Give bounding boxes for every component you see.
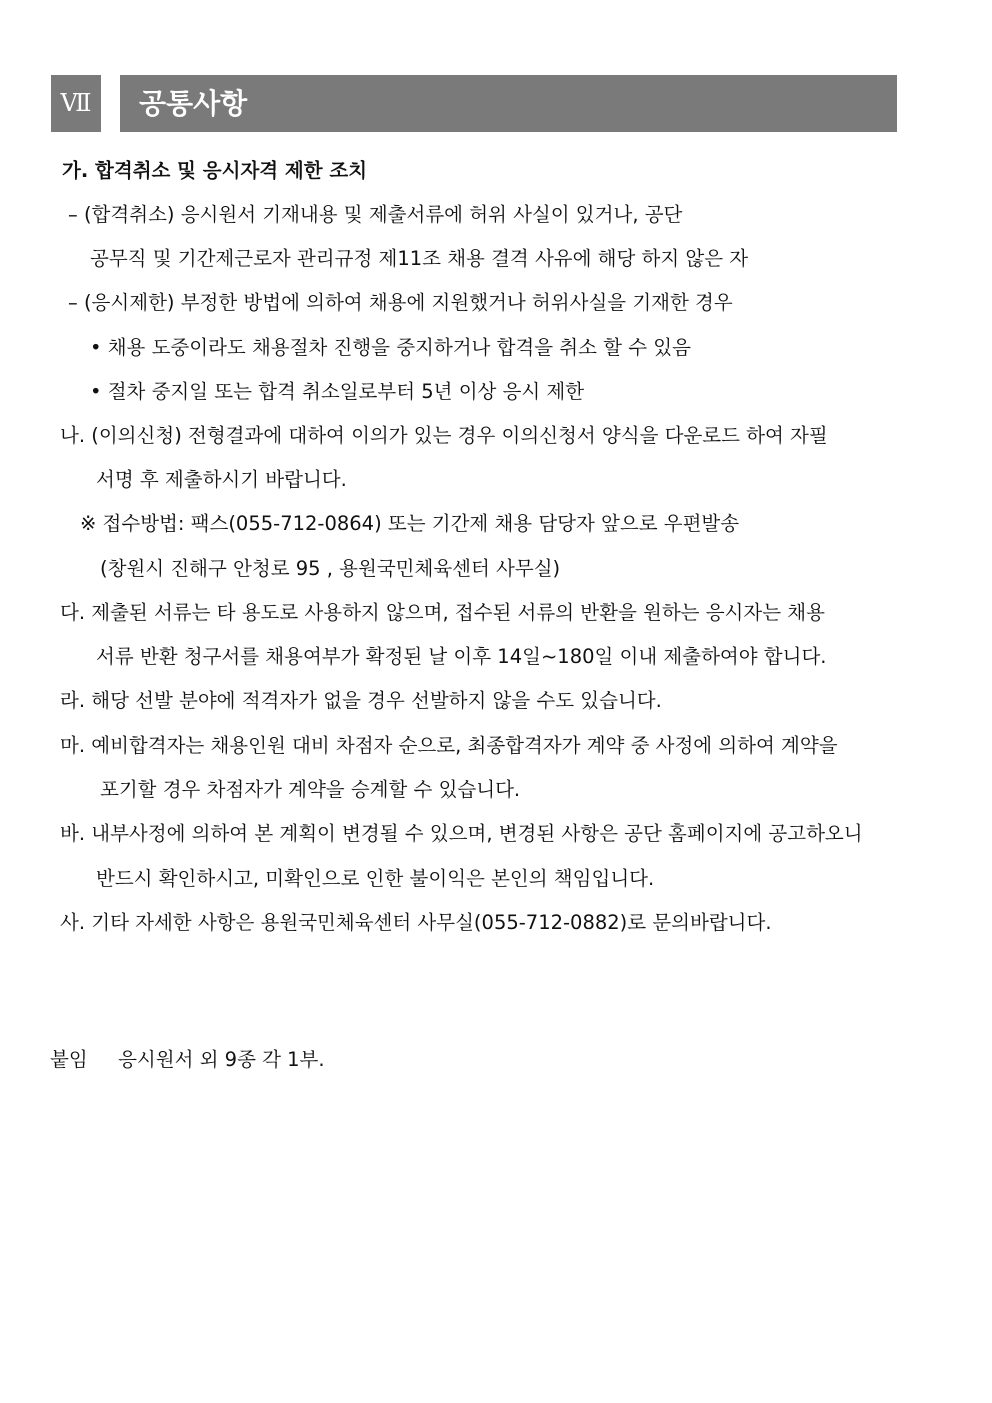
item-ga-bullet-1: • 채용 도중이라도 채용절차 진행을 중지하거나 합격을 취소 할 수 있음 xyxy=(90,336,691,359)
section-header xyxy=(51,75,897,132)
item-na-note-line1: ※ 접수방법: 팩스(055-712-0864) 또는 기간제 채용 담당자 앞으로 우편발송 xyxy=(80,512,740,535)
item-ra-line1: 라. 해당 선발 분야에 적격자가 없을 경우 선발하지 않을 수도 있습니다. xyxy=(60,689,662,712)
attachment-line xyxy=(50,1047,325,1073)
item-ba-line1: 바. 내부사정에 의하여 본 계획이 변경될 수 있으며, 변경된 사항은 공단 홈페이지에 공고하오니 xyxy=(60,822,863,845)
section-number: Ⅶ xyxy=(51,75,101,132)
item-ma-line1: 마. 예비합격자는 채용인원 대비 차점자 순으로, 최종합격자가 계약 중 사정에 의하여 계약을 xyxy=(60,734,838,757)
item-na-line2: 서명 후 제출하시기 바랍니다. xyxy=(96,468,347,491)
item-ga-cancel-line2: 공무직 및 기간제근로자 관리규정 제11조 채용 결격 사유에 해당 하지 않은 자 xyxy=(90,247,749,270)
item-ga-restrict-line: – (응시제한) 부정한 방법에 의하여 채용에 지원했거나 허위사실을 기재한 경우 xyxy=(68,291,733,314)
item-da-line2: 서류 반환 청구서를 채용여부가 확정된 날 이후 14일~180일 이내 제출하여야 합니다. xyxy=(96,645,827,668)
attachment-text: 응시원서 외 9종 각 1부. xyxy=(118,1048,325,1071)
item-sa-line1: 사. 기타 자세한 사항은 용원국민체육센터 사무실(055-712-0882)로 문의바랍니다. xyxy=(60,911,772,934)
section-title-bar xyxy=(120,75,897,132)
item-ga-cancel-line1: – (합격취소) 응시원서 기재내용 및 제출서류에 허위 사실이 있거나, 공단 xyxy=(68,203,683,226)
item-da-line1: 다. 제출된 서류는 타 용도로 사용하지 않으며, 접수된 서류의 반환을 원하는 응시자는 채용 xyxy=(60,601,825,624)
item-ga-bullet-2: • 절차 중지일 또는 합격 취소일로부터 5년 이상 응시 제한 xyxy=(90,380,585,403)
item-na-line1: 나. (이의신청) 전형결과에 대하여 이의가 있는 경우 이의신청서 양식을 다운로드 하여 자필 xyxy=(60,424,828,447)
item-ba-line2: 반드시 확인하시고, 미확인으로 인한 불이익은 본인의 책임입니다. xyxy=(96,867,655,890)
section-title: 공통사항 xyxy=(139,87,248,120)
item-na-note-line2: (창원시 진해구 안청로 95 , 용원국민체육센터 사무실) xyxy=(100,557,561,580)
item-ga-title: 가. 합격취소 및 응시자격 제한 조치 xyxy=(62,159,368,182)
item-ma-line2: 포기할 경우 차점자가 계약을 승계할 수 있습니다. xyxy=(100,778,521,801)
attachment-label: 붙임 xyxy=(50,1048,88,1071)
